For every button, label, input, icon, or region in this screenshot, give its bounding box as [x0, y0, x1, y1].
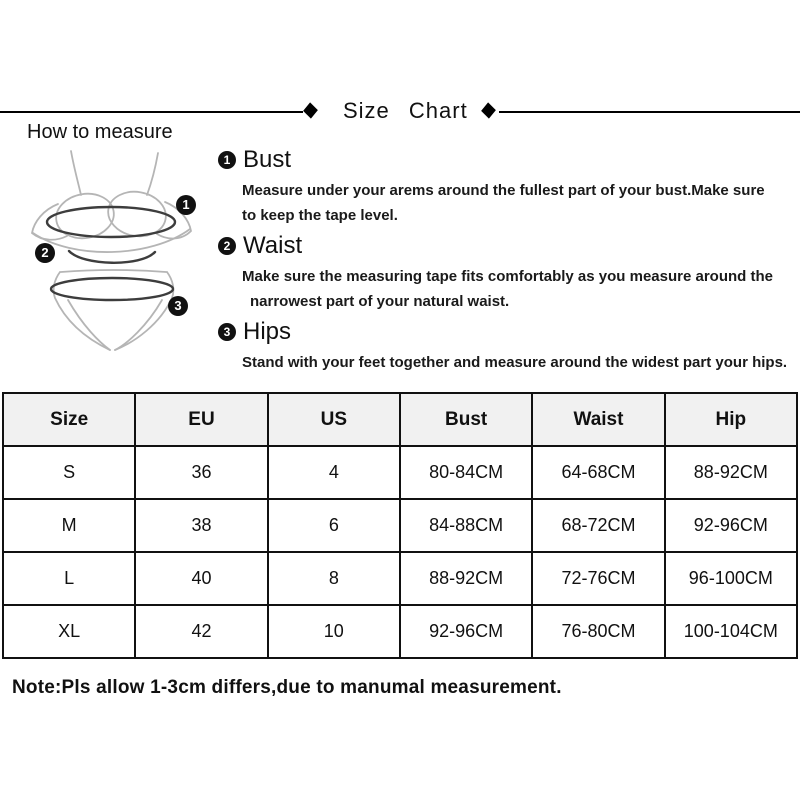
step-bust-line2: to keep the tape level. — [242, 207, 398, 224]
table-row-l — [3, 552, 797, 605]
table-cell: 92-96CM — [665, 499, 797, 552]
table-cell: L — [3, 552, 135, 605]
step-waist-line1: Make sure the measuring tape fits comfortably as you measure around the — [242, 268, 773, 285]
column-header-bust: Bust — [400, 393, 532, 446]
step-hips-name: Hips — [243, 318, 292, 345]
column-header-size: Size — [3, 393, 135, 446]
table-cell: 88-92CM — [400, 552, 532, 605]
table-cell: 100-104CM — [665, 605, 797, 658]
bust-number-badge: 1 — [176, 195, 196, 215]
table-cell: 42 — [135, 605, 267, 658]
table-row-m — [3, 499, 797, 552]
step-hips-heading — [218, 318, 787, 346]
page-title: Size Chart — [343, 98, 468, 123]
step-bust — [218, 146, 765, 228]
header-rule-right — [499, 111, 800, 113]
size-table — [2, 392, 798, 659]
step-hips-line1: Stand with your feet together and measure around the widest part your hips. — [242, 354, 788, 371]
header-rule-left — [0, 111, 303, 113]
waist-number-badge: 2 — [35, 243, 55, 263]
step-bust-name: Bust — [243, 146, 292, 173]
table-cell: 8 — [268, 552, 400, 605]
table-cell: 88-92CM — [665, 446, 797, 499]
step-waist-name: Waist — [243, 232, 303, 259]
table-cell: 92-96CM — [400, 605, 532, 658]
step-1-badge: 1 — [218, 151, 236, 169]
diamond-icon — [481, 102, 496, 118]
table-cell: 72-76CM — [532, 552, 664, 605]
step-waist — [218, 232, 773, 314]
column-header-hip: Hip — [665, 393, 797, 446]
table-cell: 64-68CM — [532, 446, 664, 499]
step-waist-heading — [218, 232, 773, 260]
table-cell: XL — [3, 605, 135, 658]
table-cell: 6 — [268, 499, 400, 552]
how-to-measure-title: How to measure — [27, 121, 173, 143]
table-cell: 68-72CM — [532, 499, 664, 552]
hips-number-badge: 3 — [168, 296, 188, 316]
step-bust-line1: Measure under your arems around the fullest part of your bust.Make sure — [242, 182, 765, 199]
table-cell: 38 — [135, 499, 267, 552]
table-cell: 4 — [268, 446, 400, 499]
step-waist-line2: narrowest part of your natural waist. — [250, 293, 510, 310]
step-bust-heading — [218, 146, 765, 174]
column-header-eu: EU — [135, 393, 267, 446]
table-cell: 80-84CM — [400, 446, 532, 499]
step-3-badge: 3 — [218, 323, 236, 341]
table-cell: M — [3, 499, 135, 552]
table-header-row — [3, 393, 797, 446]
diamond-icon — [303, 102, 318, 118]
table-cell: 76-80CM — [532, 605, 664, 658]
table-cell: 36 — [135, 446, 267, 499]
table-row-xl — [3, 605, 797, 658]
step-2-badge: 2 — [218, 237, 236, 255]
column-header-us: US — [268, 393, 400, 446]
step-hips — [218, 318, 787, 375]
measurement-note: Note:Pls allow 1-3cm differs,due to manumal measurement. — [12, 677, 562, 698]
step-waist-description — [242, 264, 773, 314]
step-bust-description — [242, 178, 765, 228]
hip-measure-line — [51, 278, 173, 300]
table-cell: S — [3, 446, 135, 499]
table-cell: 96-100CM — [665, 552, 797, 605]
column-header-waist: Waist — [532, 393, 664, 446]
table-cell: 84-88CM — [400, 499, 532, 552]
step-hips-description — [242, 350, 787, 375]
table-row-s — [3, 446, 797, 499]
table-cell: 40 — [135, 552, 267, 605]
table-cell: 10 — [268, 605, 400, 658]
